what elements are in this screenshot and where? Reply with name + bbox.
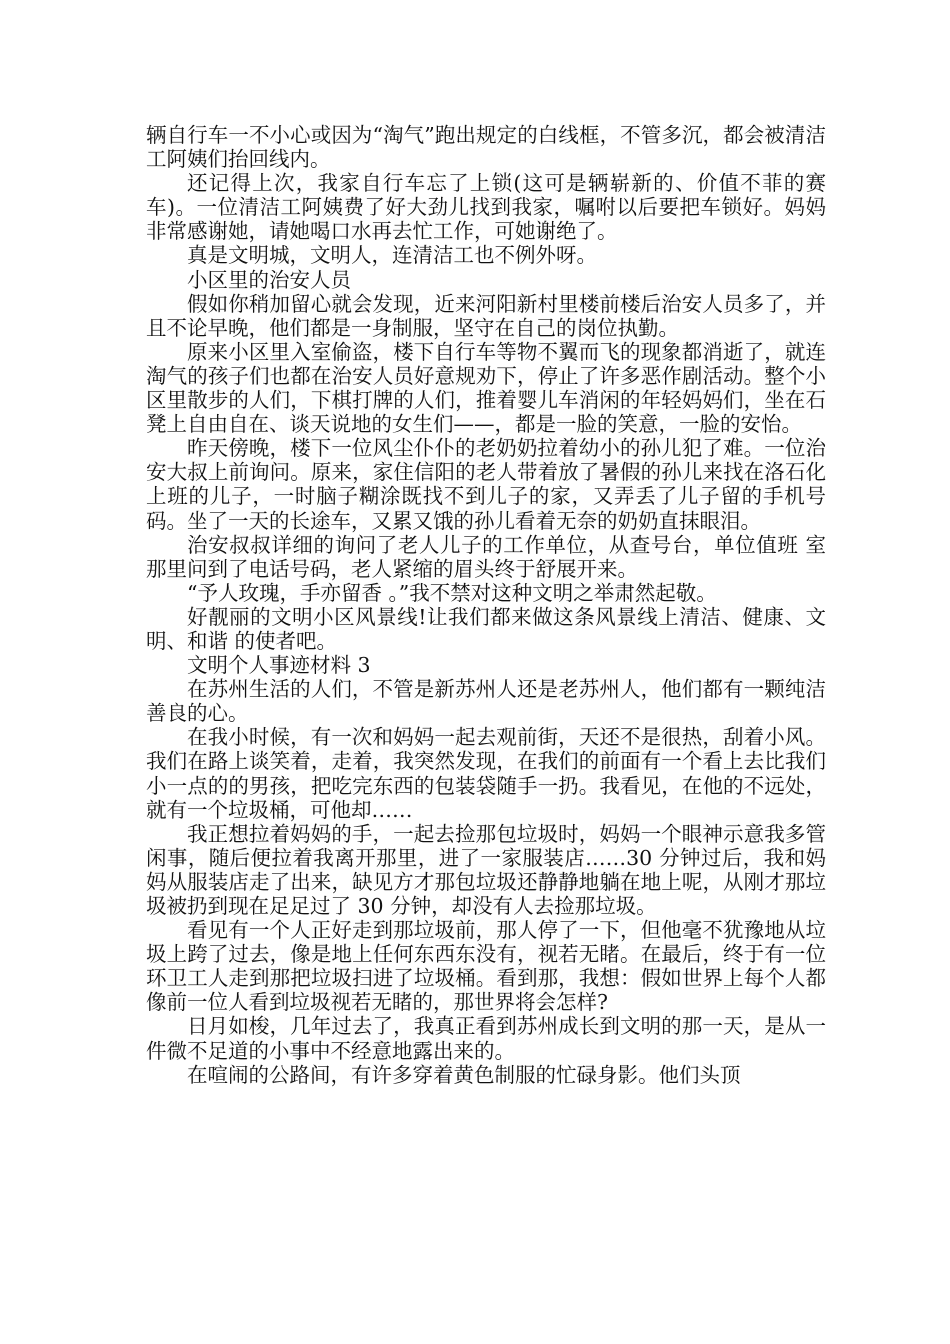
paragraph: 还记得上次，我家自行车忘了上锁(这可是辆崭新的、价值不菲的赛车)。一位清洁工阿姨费了好大劲儿找到我家，嘱咐以后要把车锁好。妈妈非常感谢她，请她喝口水再去忙工作，可她谢绝了。	[146, 171, 826, 244]
section-heading: 文明个人事迹材料 3	[187, 653, 371, 678]
document-body	[146, 123, 826, 1087]
section-heading: 小区里的治安人员	[187, 267, 351, 292]
paragraph: 真是文明城，文明人，连清洁工也不例外呀。	[187, 243, 597, 268]
paragraph: 治安叔叔详细的询问了老人儿子的工作单位，从查号台，单位值班 室那里问到了电话号码，老人紧缩的眉头终于舒展开来。	[146, 532, 826, 581]
paragraph: 好靓丽的文明小区风景线!让我们都来做这条风景线上清洁、健康、文明、和谐 的使者吧。	[146, 604, 826, 653]
paragraph: “予人玫瑰，手亦留香 。”我不禁对这种文明之举肃然起敬。	[187, 580, 717, 605]
paragraph: 日月如梭，几年过去了，我真正看到苏州成长到文明的那一天，是从一件微不足道的小事中不经意地露出来的。	[146, 1014, 826, 1063]
paragraph: 昨天傍晚，楼下一位风尘仆仆的老奶奶拉着幼小的孙儿犯了难。一位治安大叔上前询问。原来，家住信阳的老人带着放了暑假的孙儿来找在洛石化上班的儿子，一时脑子糊涂既找不到儿子的家，又弄丢了儿子留的手机号码。坐了一天的长途车，又累又饿的孙儿看着无奈的奶奶直抹眼泪。	[146, 436, 826, 533]
paragraph: 原来小区里入室偷盗，楼下自行车等物不翼而飞的现象都消逝了，就连淘气的孩子们也都在治安人员好意规劝下，停止了许多恶作剧活动。整个小区里散步的人们，下棋打牌的人们，推着婴儿车消闲的年轻妈妈们，坐在石凳上自由自在、谈天说地的女生们——，都是一脸的笑意，一脸的安怡。	[146, 339, 826, 437]
paragraph: 看见有一个人正好走到那垃圾前，那人停了一下，但他毫不犹豫地从垃圾上跨了过去，像是地上任何东西东没有，视若无睹。在最后，终于有一位环卫工人走到那把垃圾扫进了垃圾桶。看到那，我想：假如世界上每个人都像前一位人看到垃圾视若无睹的，那世界将会怎样?	[146, 918, 826, 1015]
paragraph: 在我小时候，有一次和妈妈一起去观前街，天还不是很热，刮着小风。我们在路上谈笑着，走着，我突然发现，在我们的前面有一个看上去比我们小一点的的男孩，把吃完东西的包装袋随手一扔。我看见，在他的不远处，就有一个垃圾桶，可他却……	[146, 725, 826, 822]
paragraph-continuation: 辆自行车一不小心或因为“淘气”跑出规定的白线框，不管多沉，都会被清洁工阿姨们抬回线内。	[146, 123, 826, 172]
paragraph: 在喧闹的公路间，有许多穿着黄色制服的忙碌身影。他们头顶	[187, 1062, 741, 1087]
paragraph: 假如你稍加留心就会发现，近来河阳新村里楼前楼后治安人员多了，并且不论早晚，他们都是一身制服，坚守在自己的岗位执勤。	[146, 291, 826, 340]
paragraph: 在苏州生活的人们，不管是新苏州人还是老苏州人，他们都有一颗纯洁善良的心。	[146, 677, 826, 726]
paragraph: 我正想拉着妈妈的手，一起去捡那包垃圾时，妈妈一个眼神示意我多管闲事，随后便拉着我离开那里，进了一家服装店……30 分钟过后，我和妈妈从服装店走了出来，缺见方才那包垃圾还静静地躺在地上呢，从刚才那垃圾被扔到现在足足过了 30 分钟，却没有人去捡那垃圾。	[146, 821, 826, 918]
